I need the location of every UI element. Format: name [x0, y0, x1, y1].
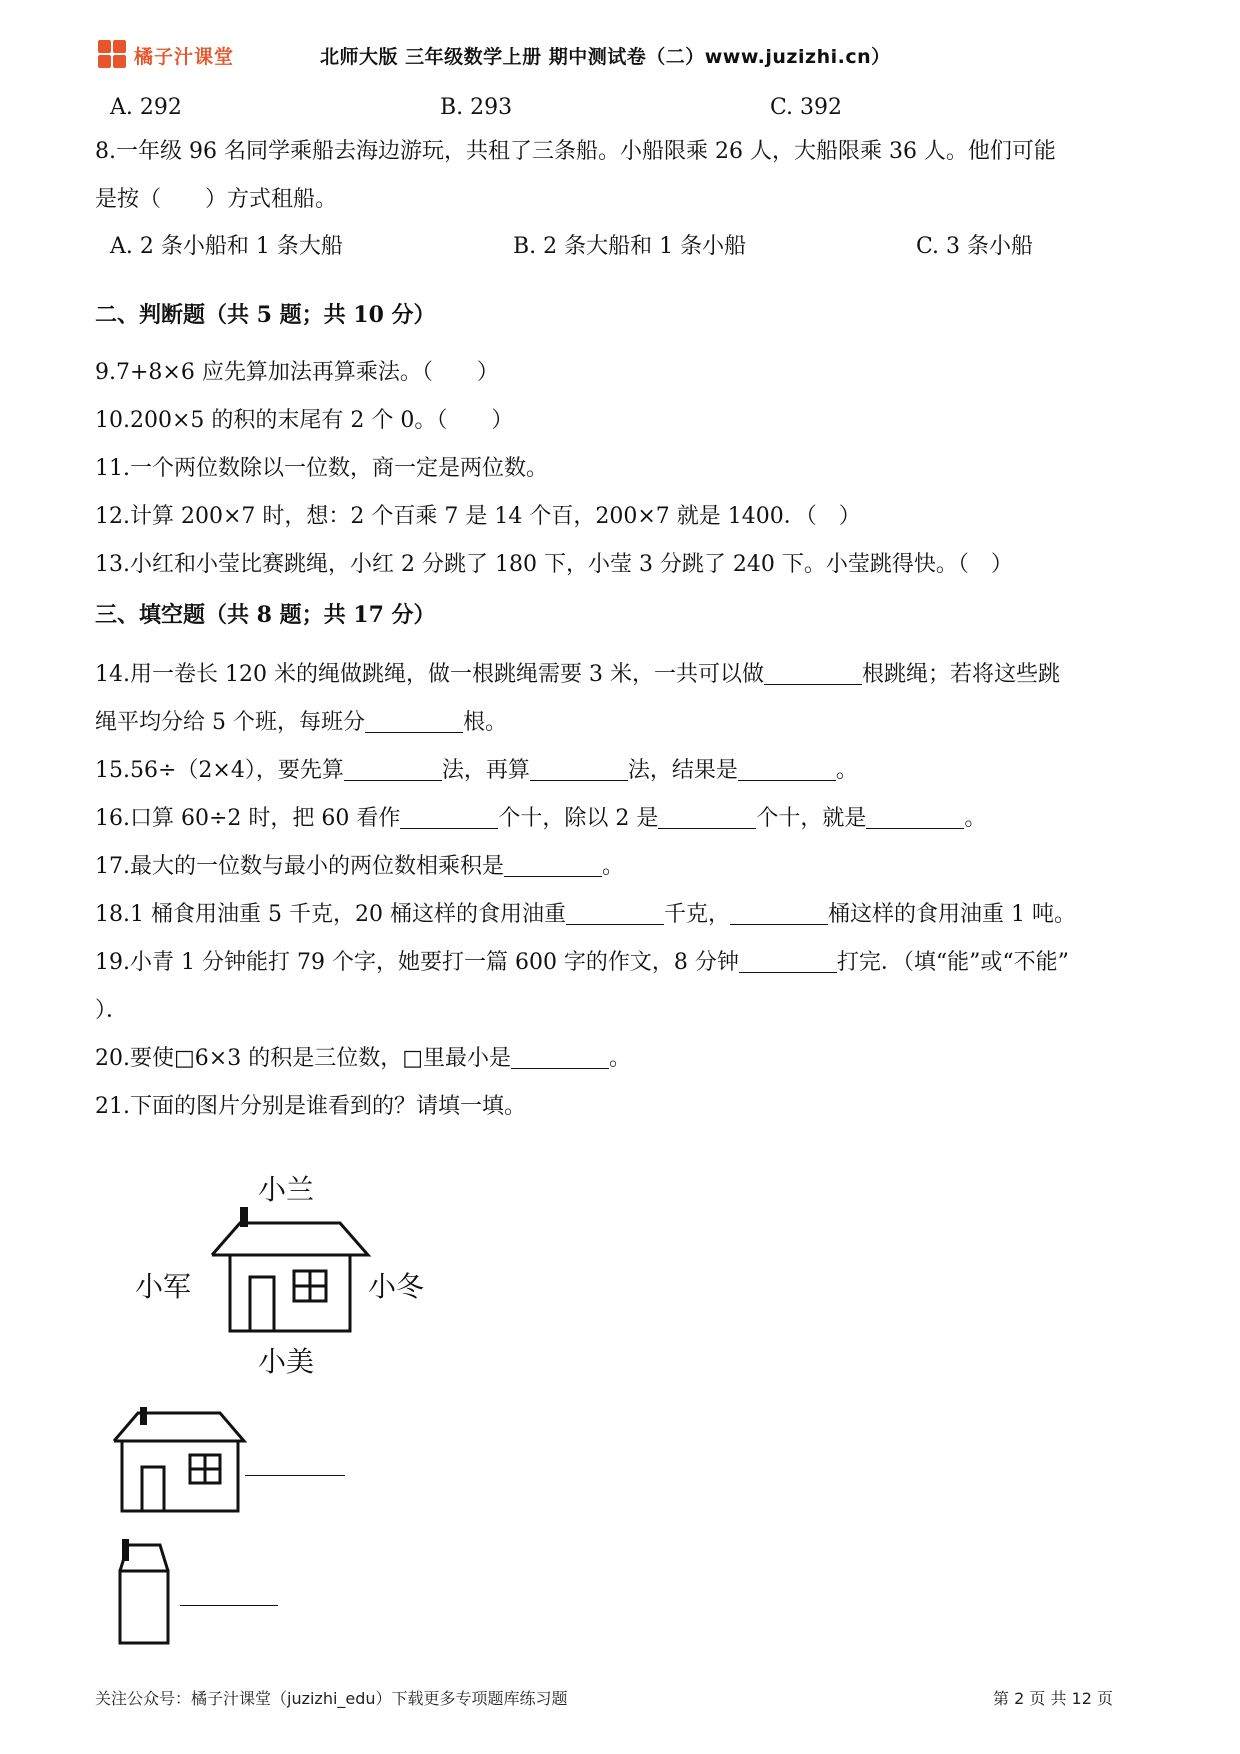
q8-stem-line1: 8.一年级 96 名同学乘船去海边游玩，共租了三条船。小船限乘 26 人，大船限乘 36 人。他们可能 [95, 139, 1056, 164]
answer-blank[interactable] [344, 758, 442, 781]
question-12: 12.计算 200×7 时，想：2 个百乘 7 是 14 个百，200×7 就是 1400．（ ） [95, 504, 861, 529]
answer-blank[interactable] [400, 806, 498, 829]
house-view-front-icon [110, 1405, 248, 1515]
q14-text-2: 根跳绳；若将这些跳 [861, 662, 1060, 687]
q7-option-a: A. 292 [110, 95, 182, 120]
answer-blank[interactable] [566, 902, 664, 925]
site-url: www.juzizhi.cn） [704, 46, 891, 68]
label-xiaodong: 小冬 [368, 1270, 425, 1303]
question-14-line2 [95, 708, 507, 738]
question-13: 13.小红和小莹比赛跳绳，小红 2 分跳了 180 下，小莹 3 分跳了 240 下。小莹跳得快。（ ） [95, 552, 1013, 577]
q8-option-a: A. 2 条小船和 1 条大船 [110, 234, 343, 259]
q16-text-4: 。 [964, 806, 987, 831]
answer-blank[interactable] [739, 950, 837, 973]
q18-text-2: 千克， [663, 902, 730, 927]
question-11: 11.一个两位数除以一位数，商一定是两位数。 [95, 456, 548, 481]
answer-blank[interactable] [180, 1605, 278, 1606]
answer-blank[interactable] [245, 1475, 345, 1476]
answer-blank[interactable] [866, 806, 964, 829]
document-title [320, 42, 891, 69]
q18-text-1: 18.1 桶食用油重 5 千克，20 桶这样的食用油重 [95, 902, 566, 927]
answer-blank[interactable] [504, 854, 602, 877]
answer-blank[interactable] [365, 710, 463, 733]
q16-text-3: 个十，就是 [756, 806, 867, 831]
q15-text-3: 法，结果是 [627, 758, 738, 783]
question-9: 9.7+8×6 应先算加法再算乘法。（ ） [95, 360, 499, 385]
title-text: 北师大版 三年级数学上册 期中测试卷（二） [320, 46, 705, 68]
house-view-side-icon [116, 1535, 172, 1647]
q14-text-4: 根。 [462, 710, 507, 735]
label-xiaojun: 小军 [135, 1270, 192, 1303]
page-header [0, 0, 1240, 110]
brand-logo [98, 40, 234, 70]
question-19-line1 [95, 948, 1069, 978]
q17-text-2: 。 [602, 854, 625, 879]
answer-blank[interactable] [530, 758, 628, 781]
house-front-icon [200, 1205, 375, 1335]
q16-text-2: 个十，除以 2 是 [498, 806, 659, 831]
answer-blank[interactable] [658, 806, 756, 829]
page-number: 第 2 页 共 12 页 [993, 1689, 1113, 1708]
question-16 [95, 804, 986, 834]
q14-text-1: 14.用一卷长 120 米的绳做跳绳，做一根跳绳需要 3 米，一共可以做 [95, 662, 764, 687]
q15-text-1: 15.56÷（2×4），要先算 [95, 758, 344, 783]
q15-text-2: 法，再算 [441, 758, 530, 783]
orange-logo-icon [98, 40, 128, 70]
q7-option-b: B. 293 [440, 95, 513, 120]
q19-text-2: 打完．（填“能”或“不能” [836, 950, 1069, 975]
q17-text-1: 17.最大的一位数与最小的两位数相乘积是 [95, 854, 504, 879]
q15-text-4: 。 [835, 758, 858, 783]
question-20 [95, 1044, 631, 1074]
answer-blank[interactable] [730, 902, 828, 925]
q14-text-3: 绳平均分给 5 个班，每班分 [95, 710, 365, 735]
q7-option-c: C. 392 [770, 95, 843, 120]
answer-blank[interactable] [764, 662, 862, 685]
footer-promo: 关注公众号：橘子汁课堂（juzizhi_edu）下载更多专项题库练习题 [95, 1689, 568, 1708]
q8-stem-line2: 是按（ ）方式租船。 [95, 187, 338, 212]
answer-blank[interactable] [511, 1046, 609, 1069]
question-18 [95, 900, 1076, 930]
q8-option-b: B. 2 条大船和 1 条小船 [513, 234, 747, 259]
brand-name: 橘子汁课堂 [134, 45, 235, 68]
question-14-line1 [95, 660, 1060, 690]
section-2-title: 二、判断题（共 5 题；共 10 分） [95, 302, 436, 328]
q20-text-1: 20.要使□6×3 的积是三位数，□里最小是 [95, 1046, 511, 1071]
q20-text-2: 。 [608, 1046, 631, 1071]
q18-text-3: 桶这样的食用油重 1 吨。 [827, 902, 1076, 927]
question-10: 10.200×5 的积的末尾有 2 个 0。（ ） [95, 408, 514, 433]
question-17 [95, 852, 624, 882]
label-xiaomei: 小美 [258, 1345, 315, 1378]
q8-option-c: C. 3 条小船 [916, 234, 1034, 259]
section-3-title: 三、填空题（共 8 题；共 17 分） [95, 602, 436, 628]
question-21: 21.下面的图片分别是谁看到的？请填一填。 [95, 1094, 526, 1119]
answer-blank[interactable] [738, 758, 836, 781]
question-15 [95, 756, 858, 786]
q16-text-1: 16.口算 60÷2 时，把 60 看作 [95, 806, 401, 831]
question-19-line2: ）． [95, 998, 129, 1023]
q19-text-1: 19.小青 1 分钟能打 79 个字，她要打一篇 600 字的作文，8 分钟 [95, 950, 739, 975]
label-xiaolan: 小兰 [258, 1173, 315, 1206]
